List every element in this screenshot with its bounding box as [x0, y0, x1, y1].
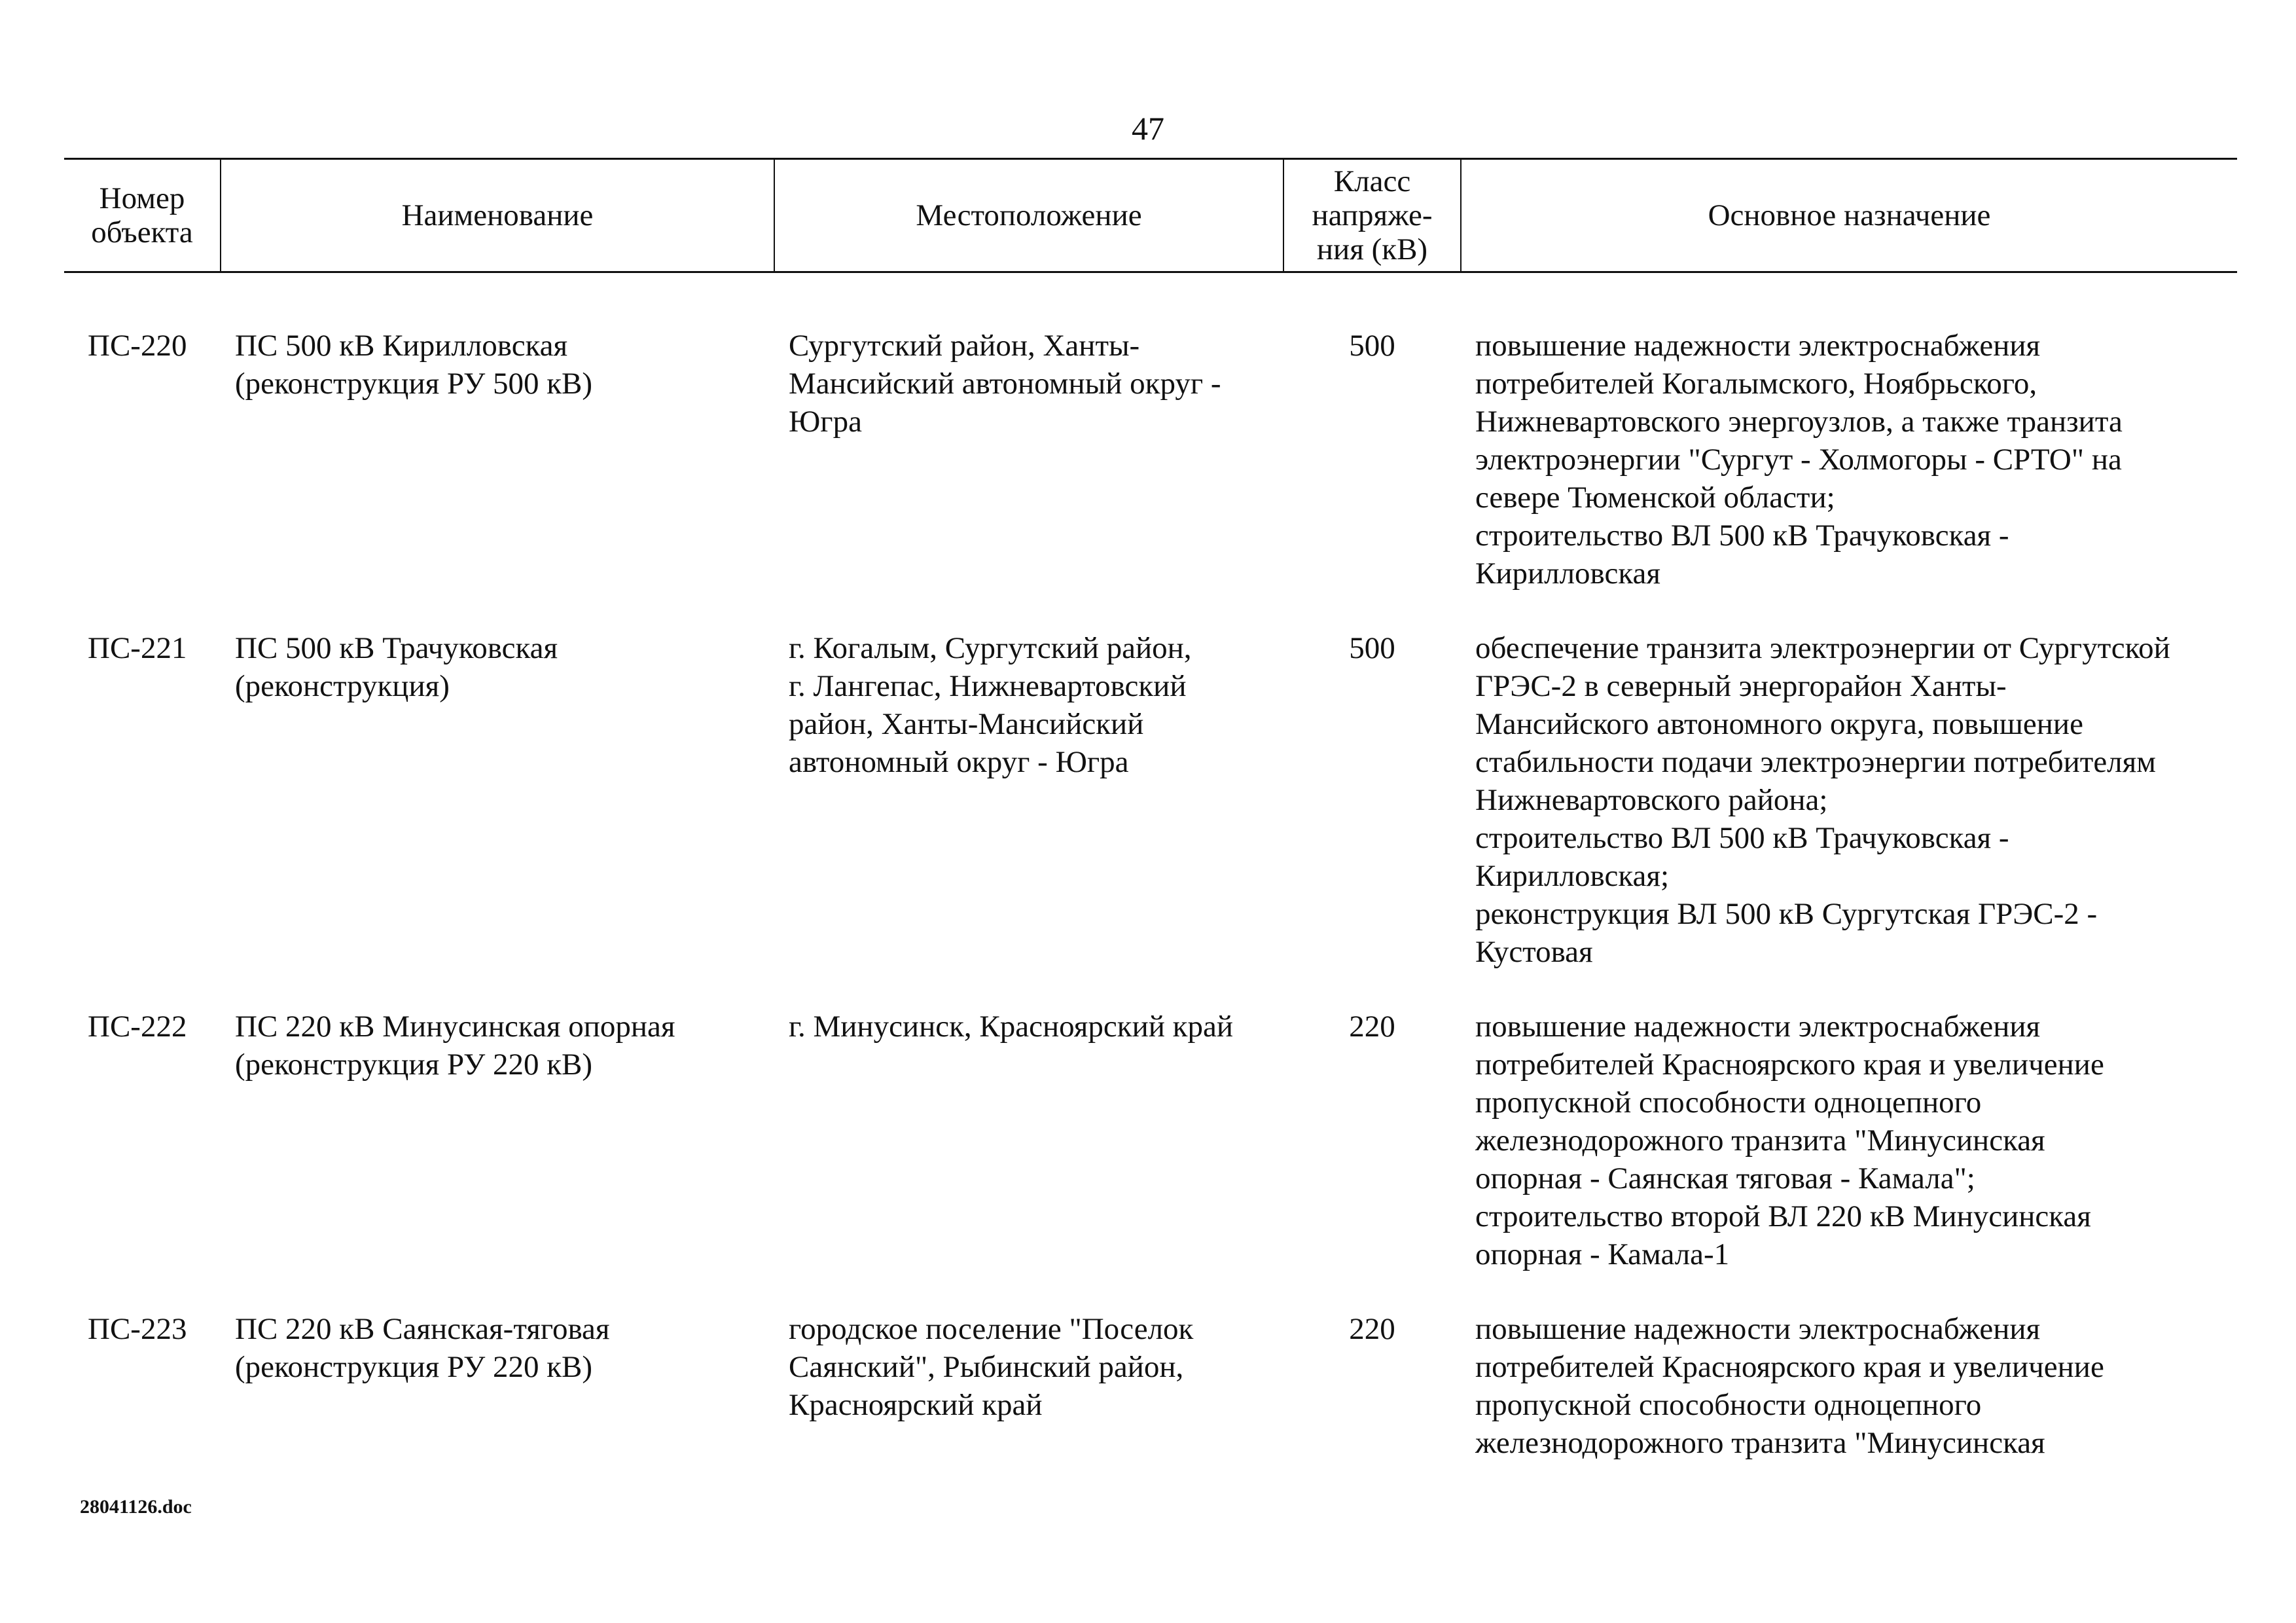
- object-voltage: 500: [1349, 631, 1395, 665]
- object-number: ПС-221: [88, 631, 187, 665]
- header-voltage-class: Класс напряже- ния (кВ): [1283, 159, 1461, 272]
- table-row: [64, 1273, 2237, 1462]
- object-purpose: повышение надежности электроснабжения потребителей Красноярского края и увеличение пропускной способности одноцепного железнодорожного транзита "Минусинская опорная - Саянская тяговая - Камала"; строительство второй ВЛ 220 кВ Минусинская опорная - Камала-1: [1475, 1010, 2104, 1271]
- table-header-row: [64, 159, 2237, 272]
- object-name: ПС 500 кВ Трачуковская (реконструкция): [235, 631, 558, 703]
- object-voltage: 220: [1349, 1010, 1395, 1044]
- object-name: ПС 500 кВ Кирилловская (реконструкция РУ 500 кВ): [235, 329, 593, 401]
- page-number: 47: [1132, 110, 1164, 147]
- object-purpose: повышение надежности электроснабжения потребителей Красноярского края и увеличение пропускной способности одноцепного железнодорожного транзита "Минусинская: [1475, 1312, 2104, 1460]
- table-row: [64, 272, 2237, 593]
- object-purpose: повышение надежности электроснабжения потребителей Когалымского, Ноябрьского, Нижневартовского энергоузлов, а также транзита электроэнергии "Сургут - Холмогоры - СРТО" на севере Тюменской области; строительство ВЛ 500 кВ Трачуковская - Кирилловская: [1475, 329, 2123, 591]
- object-location: Сургутский район, Ханты- Мансийский автономный округ - Югра: [789, 329, 1221, 439]
- header-location: Местоположение: [774, 159, 1283, 272]
- object-name: ПС 220 кВ Саянская-тяговая (реконструкция РУ 220 кВ): [235, 1312, 610, 1384]
- document-code: 28041126.doc: [80, 1496, 192, 1518]
- object-number: ПС-220: [88, 329, 187, 363]
- table-row: [64, 971, 2237, 1273]
- object-number: ПС-222: [88, 1010, 187, 1044]
- object-purpose: обеспечение транзита электроэнергии от Сургутской ГРЭС-2 в северный энергорайон Ханты- Мансийского автономного округа, повышение стабильности подачи электроэнергии потребителям Нижневартовского района; строительство ВЛ 500 кВ Трачуковская - Кирилловская; реконструкция ВЛ 500 кВ Сургутская ГРЭС-2 - Кустовая: [1475, 631, 2170, 969]
- header-object-number: Номер объекта: [64, 159, 221, 272]
- object-voltage: 220: [1349, 1312, 1395, 1346]
- object-voltage: 500: [1349, 329, 1395, 363]
- object-name: ПС 220 кВ Минусинская опорная (реконструкция РУ 220 кВ): [235, 1010, 675, 1082]
- object-location: г. Минусинск, Красноярский край: [789, 1010, 1233, 1044]
- header-purpose: Основное назначение: [1461, 159, 2237, 272]
- object-location: городское поселение "Поселок Саянский", Рыбинский район, Красноярский край: [789, 1312, 1194, 1422]
- object-location: г. Когалым, Сургутский район, г. Лангепас, Нижневартовский район, Ханты-Мансийский автономный округ - Югра: [789, 631, 1192, 779]
- header-name: Наименование: [221, 159, 774, 272]
- objects-table: [64, 158, 2237, 1462]
- table-row: [64, 593, 2237, 971]
- object-number: ПС-223: [88, 1312, 187, 1346]
